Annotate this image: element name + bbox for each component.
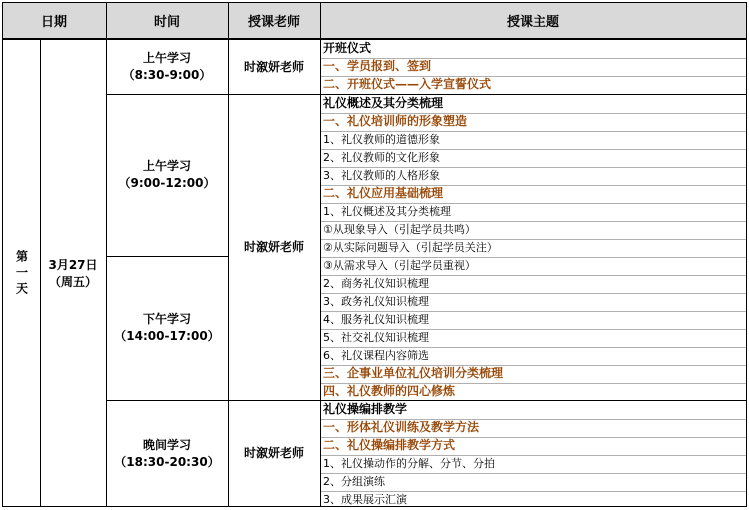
topic-line: 4、服务礼仪知识梳理 [323, 313, 429, 326]
grid-line [106, 94, 747, 95]
topic-line: 6、礼仪课程内容筛选 [323, 349, 429, 362]
session-2-time: （9:00-12:00） [118, 176, 216, 190]
header-teacher: 授课老师 [228, 2, 320, 38]
teacher-1 [228, 40, 320, 94]
teacher-3-name: 时溆妍老师 [243, 446, 304, 460]
topic-line: 1、礼仪操动作的分解、分节、分拍 [323, 457, 495, 470]
date-line1: 3月27日 [48, 257, 98, 272]
teacher-2-name: 时溆妍老师 [243, 239, 304, 254]
header-topic: 授课主题 [320, 2, 746, 38]
topic-line: 三、企事业单位礼仪培训分类梳理 [323, 366, 504, 380]
schedule-table [2, 2, 746, 507]
teacher-3 [228, 400, 320, 507]
topic-line: 3、礼仪教师的人格形象 [323, 169, 440, 182]
topic-line: 礼仪操编排教学 [323, 402, 408, 416]
topic-line: ③从需求导入（引起学员重视） [323, 259, 476, 272]
topic-line: 一、学员报到、签到 [323, 59, 432, 73]
topic-line: 1、礼仪概述及其分类梳理 [323, 205, 451, 218]
grid-line [106, 256, 228, 257]
session-3-time: （14:00-17:00） [114, 329, 220, 343]
date-cell [40, 40, 106, 507]
session-2 [106, 94, 228, 256]
topic-line: 2、商务礼仪知识梳理 [323, 277, 429, 290]
topic-line: 一、形体礼仪训练及教学方法 [323, 420, 480, 434]
teacher-2 [228, 94, 320, 400]
teacher-1-name: 时溆妍老师 [243, 59, 304, 74]
grid-line [106, 400, 747, 401]
topic-line: 5、社交礼仪知识梳理 [323, 331, 429, 344]
grid-line [228, 2, 229, 507]
topic-line: 四、礼仪教师的四心修炼 [323, 384, 456, 398]
session-1 [106, 40, 228, 94]
session-3-name: 下午学习 [142, 312, 191, 326]
topic-line: 一、礼仪培训师的形象塑造 [323, 114, 468, 128]
header-date: 日期 [2, 2, 106, 38]
session-2-name: 上午学习 [142, 159, 191, 173]
header-time: 时间 [106, 2, 228, 38]
session-1-time: （8:30-9:00） [122, 68, 212, 82]
topic-line: ②从实际问题导入（引起学员关注） [323, 241, 498, 254]
day-label-text: 第一天 [14, 249, 29, 298]
session-4-name: 晚间学习 [142, 437, 191, 452]
topic-line: 2、礼仪教师的文化形象 [323, 151, 440, 164]
grid-line [2, 2, 3, 507]
grid-line [746, 2, 747, 507]
grid-line [2, 2, 747, 3]
grid-line [2, 38, 747, 40]
topic-line: 二、开班仪式——入学宣誓仪式 [323, 77, 492, 91]
topic-line: 二、礼仪操编排教学方式 [323, 438, 456, 452]
session-4 [106, 400, 228, 507]
topic-line: 3、政务礼仪知识梳理 [323, 295, 429, 308]
topic-line: 3、成果展示汇演 [323, 493, 407, 506]
grid-line [320, 2, 321, 507]
topic-line: 2、分组演练 [323, 475, 385, 488]
date-line2: （周五） [48, 274, 97, 289]
session-4-time: （18:30-20:30） [114, 454, 220, 469]
grid-line [40, 40, 41, 507]
topic-line: 1、礼仪教师的道德形象 [323, 133, 440, 146]
topic-line: 礼仪概述及其分类梳理 [323, 96, 444, 110]
grid-line [106, 2, 107, 507]
topic-line: 二、礼仪应用基础梳理 [323, 186, 444, 200]
topic-line: 开班仪式 [323, 41, 372, 55]
session-3 [106, 256, 228, 400]
day-label [2, 40, 40, 507]
session-1-name: 上午学习 [142, 51, 191, 65]
topic-line: ①从现象导入（引起学员共鸣） [323, 223, 476, 236]
grid-line [2, 506, 747, 507]
